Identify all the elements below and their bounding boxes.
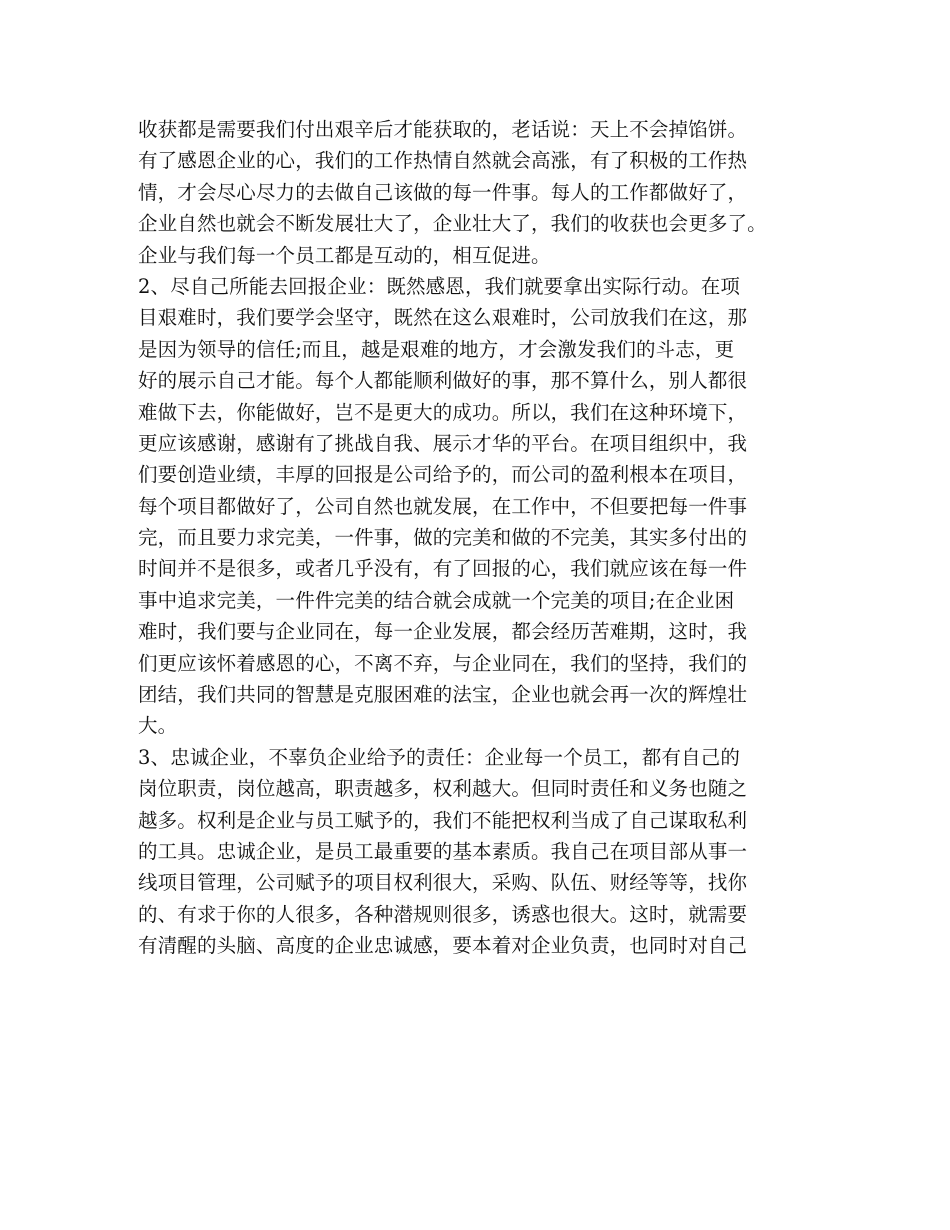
text-line: 越多。权利是企业与员工赋予的，我们不能把权利当成了自己谋取私利 bbox=[138, 808, 748, 832]
text-line: 大。 bbox=[138, 714, 178, 738]
text-line: 2、尽自己所能去回报企业：既然感恩，我们就要拿出实际行动。在项 bbox=[138, 274, 741, 298]
text-line: 目艰难时，我们要学会坚守，既然在这么艰难时，公司放我们在这，那 bbox=[138, 306, 748, 330]
text-line: 好的展示自己才能。每个人都能顺利做好的事，那不算什么，别人都很 bbox=[138, 369, 748, 393]
text-line: 线项目管理，公司赋予的项目权利很大，采购、队伍、财经等等，找你 bbox=[138, 871, 748, 895]
text-line: 是因为领导的信任;而且，越是艰难的地方，才会激发我们的斗志，更 bbox=[138, 337, 735, 361]
text-line: 难时，我们要与企业同在，每一企业发展，都会经历苦难期，这时，我 bbox=[138, 620, 748, 644]
text-line: 们更应该怀着感恩的心，不离不弃，与企业同在，我们的坚持，我们的 bbox=[138, 651, 748, 675]
text-line: 更应该感谢，感谢有了挑战自我、展示才华的平台。在项目组织中，我 bbox=[138, 431, 748, 455]
text-line: 时间并不是很多，或者几乎没有，有了回报的心，我们就应该在每一件 bbox=[138, 557, 748, 581]
text-line: 3、忠诚企业，不辜负企业给予的责任：企业每一个员工，都有自己的 bbox=[138, 745, 741, 769]
text-line: 企业与我们每一个员工都是互动的，相互促进。 bbox=[138, 243, 551, 267]
text-line: 的、有求于你的人很多，各种潜规则很多，诱惑也很大。这时，就需要 bbox=[138, 902, 748, 926]
text-line: 岗位职责，岗位越高，职责越多，权利越大。但同时责任和义务也随之 bbox=[138, 777, 748, 801]
text-line: 团结，我们共同的智慧是克服困难的法宝，企业也就会再一次的辉煌壮 bbox=[138, 683, 748, 707]
text-line: 完，而且要力求完美，一件事，做的完美和做的不完美，其实多付出的 bbox=[138, 526, 748, 550]
text-line: 收获都是需要我们付出艰辛后才能获取的，老话说：天上不会掉馅饼。 bbox=[138, 118, 748, 141]
text-line: 企业自然也就会不断发展壮大了，企业壮大了，我们的收获也会更多了。 bbox=[138, 212, 767, 236]
text-line: 有了感恩企业的心，我们的工作热情自然就会高涨，有了积极的工作热 bbox=[138, 149, 748, 173]
text-line: 的工具。忠诚企业，是员工最重要的基本素质。我自己在项目部从事一 bbox=[138, 839, 748, 863]
body-text bbox=[138, 114, 828, 962]
text-line: 情，才会尽心尽力的去做自己该做的每一件事。每人的工作都做好了， bbox=[138, 180, 748, 204]
text-line: 事中追求完美，一件件完美的结合就会成就一个完美的项目;在企业困 bbox=[138, 588, 735, 612]
text-line: 难做下去，你能做好，岂不是更大的成功。所以，我们在这种环境下， bbox=[138, 400, 748, 424]
text-line: 们要创造业绩，丰厚的回报是公司给予的，而公司的盈利根本在项目， bbox=[138, 463, 748, 487]
text-line: 每个项目都做好了，公司自然也就发展，在工作中，不但要把每一件事 bbox=[138, 494, 748, 518]
text-line: 有清醒的头脑、高度的企业忠诚感，要本着对企业负责，也同时对自己 bbox=[138, 934, 748, 958]
